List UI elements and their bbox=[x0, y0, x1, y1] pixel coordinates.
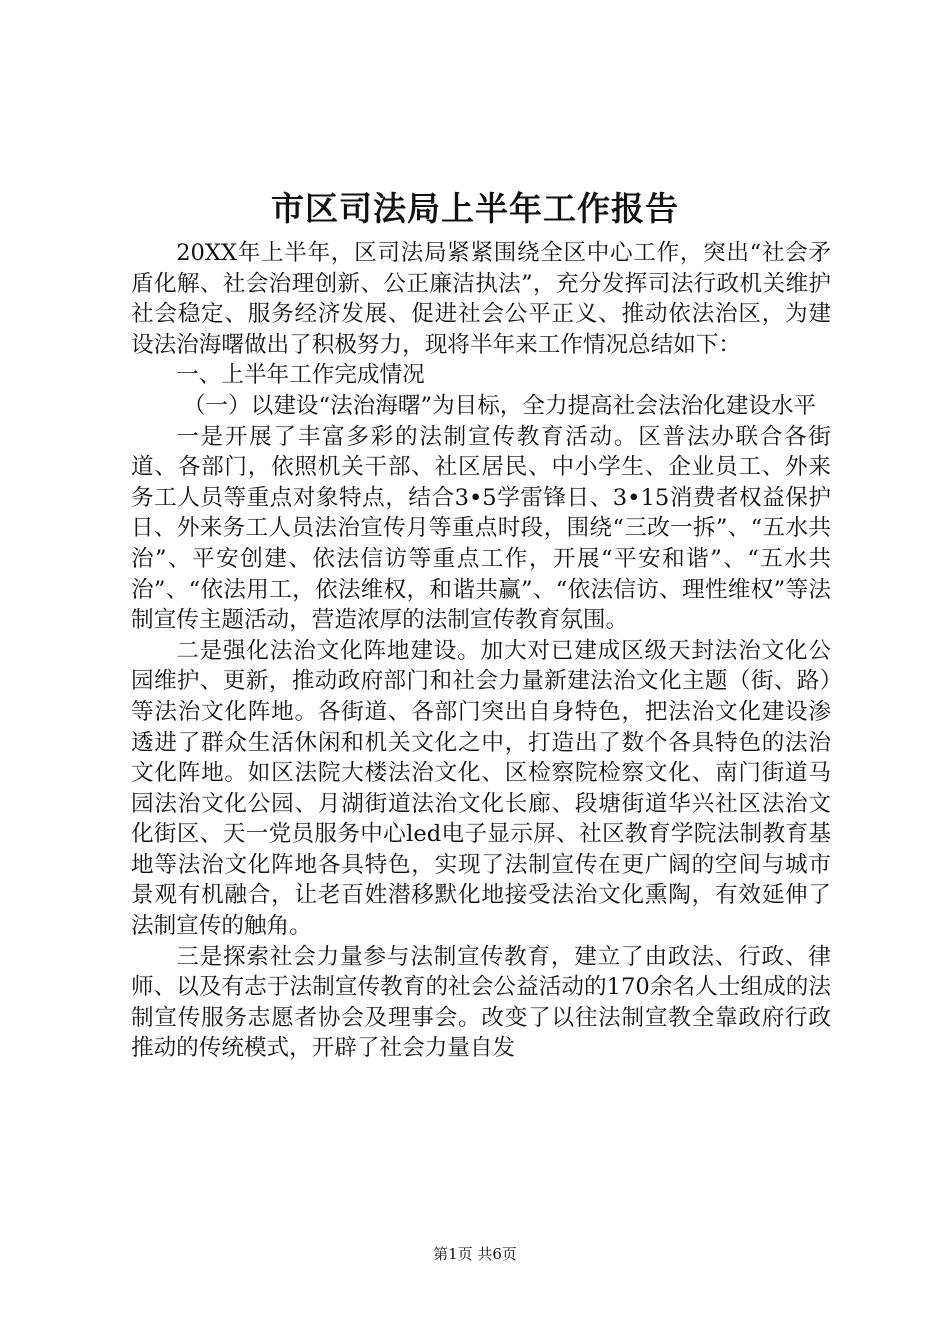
section-heading: 一、上半年工作完成情况 bbox=[176, 362, 425, 389]
body-paragraph-1: 一是开展了丰富多彩的法制宣传教育活动。区普法办联合各街道、各部门，依照机关干部、社区居民、中小学生、企业员工、外来务工人员等重点对象特点，结合3•5学雷锋日、3•15消费者权益保护日、外来务工人员法治宣传月等重点时段，围绕“三改一拆”、“五水共治”、平安创建、依法信访等重点工作，开展“平安和谐”、“五水共治”、“依法用工，依法维权，和谐共赢”、“依法信访、理性维权”等法制宣传主题活动，营造浓厚的法制宣传教育氛围。 bbox=[131, 423, 831, 634]
intro-paragraph: 20XX年上半年，区司法局紧紧围绕全区中心工作，突出“社会矛盾化解、社会治理创新、公正廉洁执法”，充分发挥司法行政机关维护社会稳定、服务经济发展、促进社会公平正义、推动依法治区，为建设法治海曙做出了积极努力，现将半年来工作情况总结如下： bbox=[131, 240, 831, 358]
document-title: 市区司法局上半年工作报告 bbox=[271, 189, 679, 228]
body-paragraph-2: 二是强化法治文化阵地建设。加大对已建成区级天封法治文化公园维护、更新，推动政府部门和社会力量新建法治文化主题（街、路）等法治文化阵地。各街道、各部门突出自身特色，把法治文化建设渗透进了群众生活休闲和机关文化之中，打造出了数个各具特色的法治文化阵地。如区法院大楼法治文化、区检察院检察文化、南门街道马园法治文化公园、月湖街道法治文化长廊、段塘街道华兴社区法治文化街区、天一党员服务中心led电子显示屏、社区教育学院法制教育基地等法治文化阵地各具特色，实现了法制宣传在更广阔的空间与城市景观有机融合，让老百姓潜移默化地接受法治文化熏陶，有效延伸了法制宣传的触角。 bbox=[131, 637, 831, 940]
document-body bbox=[131, 238, 831, 1064]
body-paragraph-3: 三是探索社会力量参与法制宣传教育，建立了由政法、行政、律师、以及有志于法制宣传教育的社会公益活动的170余名人士组成的法制宣传服务志愿者协会及理事会。改变了以往法制宣教全靠政府行政推动的传统模式，开辟了社会力量自发 bbox=[131, 943, 831, 1062]
page-footer: 第1页 共6页 bbox=[433, 1245, 517, 1263]
subsection-heading: （一）以建设“法治海曙”为目标，全力提高社会法治化建设水平 bbox=[182, 392, 817, 419]
